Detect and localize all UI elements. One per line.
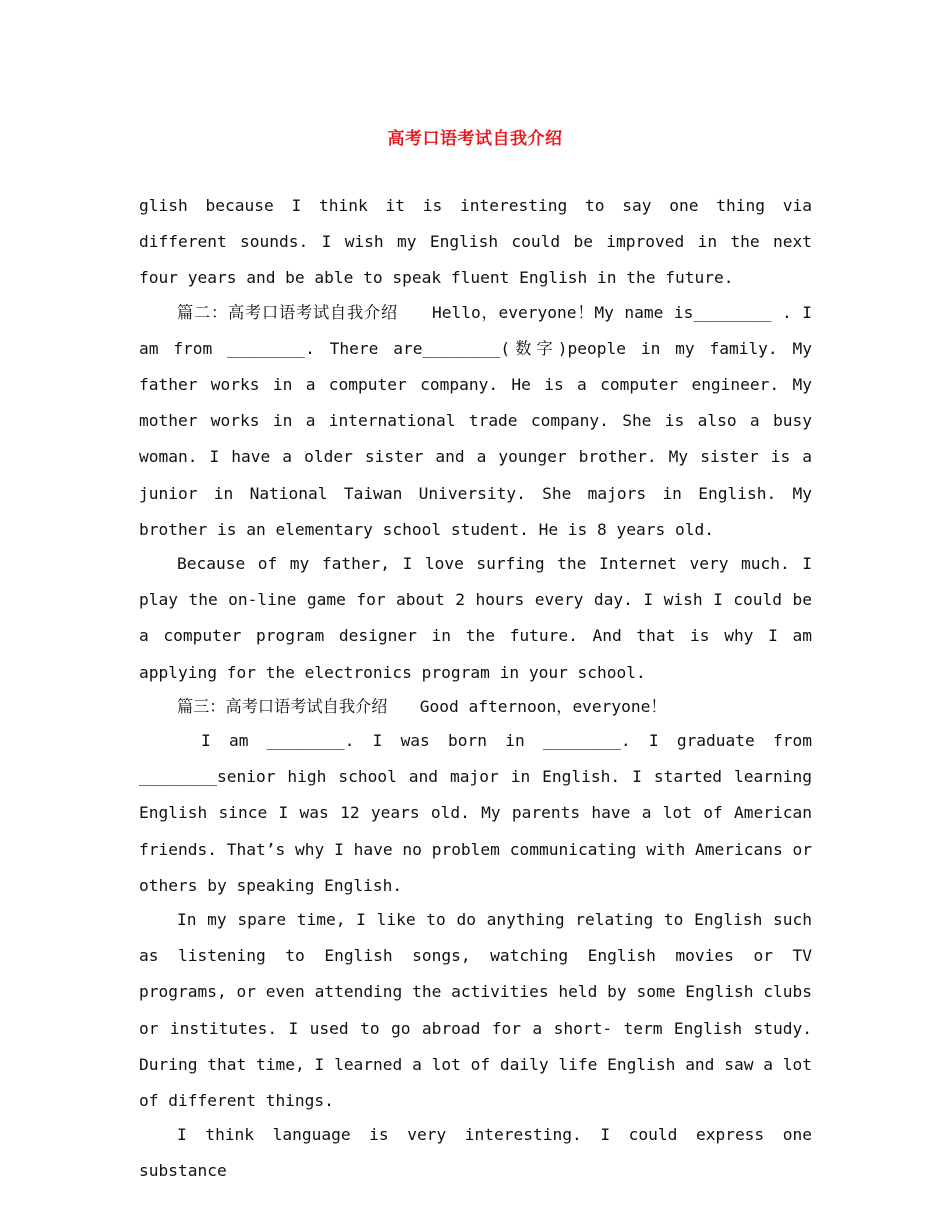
paragraph-6: In my spare time, I like to do anything relating to English such as listening to English songs, watching English movies or TV programs, or even attending the activities held by some English clubs or institutes. I used to go abroad for a short- term English study. During that time, I learned a lot of daily life English and saw a lot of different things. — [139, 910, 812, 1111]
paragraph-2: 篇二：高考口语考试自我介绍 Hello，everyone！My name is________ . I am from ________. There are________(数字)people in my family. My father works in a computer company. He is a computer engineer. My mother works in a international trade company. She is also a busy woman. I have a older sister and a younger brother. My sister is a junior in National Taiwan University. She majors in English. My brother is an elementary school student. He is 8 years old. — [139, 302, 812, 539]
paragraph-4: 篇三：高考口语考试自我介绍 Good afternoon，everyone！ — [177, 696, 667, 716]
paragraph-3: Because of my father, I love surfing the Internet very much. I play the on-line game for about 2 hours every day. I wish I could be a computer program designer in the future. And that is why I am applying for the electronics program in your school. — [139, 554, 812, 682]
page-title: 高考口语考试自我介绍 — [387, 129, 563, 149]
paragraph-1: glish because I think it is interesting to say one thing via different sounds. I wish my English could be improved in the next four years and be able to speak fluent English in the future. — [139, 196, 812, 288]
paragraph-7: I think language is very interesting. I could express one substance — [139, 1125, 812, 1181]
paragraph-5: I am ________. I was born in ________. I graduate from ________senior high school and major in English. I started learning English since I was 12 years old. My parents have a lot of American friends. That’s why I have no problem communicating with Americans or others by speaking English. — [139, 731, 812, 895]
document-body — [139, 188, 812, 1190]
